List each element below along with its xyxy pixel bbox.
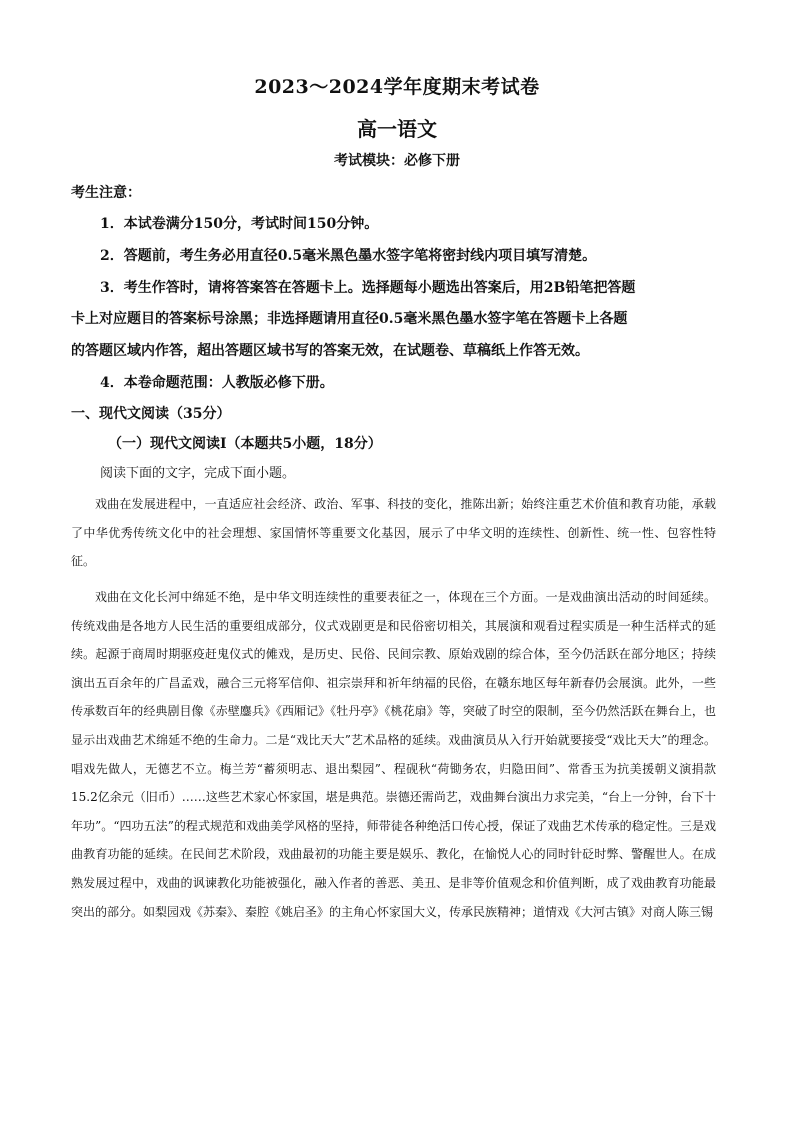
exam-title: 2023～2024学年度期末考试卷 — [254, 76, 540, 98]
notice-item-continued: 的答题区域内作答，超出答题区域书写的答案无效，在试题卷、草稿纸上作答无效。 — [71, 343, 589, 359]
exam-module: 考试模块：必修下册 — [334, 153, 460, 169]
notice-heading: 考生注意： — [71, 185, 141, 201]
notice-item-continued: 卡上对应题目的答案标号涂黑；非选择题请用直径0.5毫米黑色墨水签字笔在答题卡上各题 — [71, 311, 628, 327]
reading-instruction: 阅读下面的文字，完成下面小题。 — [100, 466, 296, 481]
notice-item: 1．本试卷满分150分，考试时间150分钟。 — [100, 216, 379, 232]
notice-item: 3．考生作答时，请将答案答在答题卡上。选择题每小题选出答案后，用2B铅笔把答题 — [100, 280, 636, 296]
passage-paragraph: 戏曲在发展进程中，一直适应社会经济、政治、军事、科技的变化，推陈出新；始终注重艺术价值和教育功能，承载了中华优秀传统文化中的社会理想、家国情怀等重要文化基因，展示了中华文明的连续性、创新性、统一性、包容性特征。 — [71, 497, 716, 569]
passage-paragraph: 戏曲在文化长河中绵延不绝，是中华文明连续性的重要表征之一，体现在三个方面。一是戏曲演出活动的时间延续。传统戏曲是各地方人民生活的重要组成部分，仪式戏剧更是和民俗密切相关，其展演和观看过程实质是一种生活样式的延续。起源于商周时期驱疫赶鬼仪式的傩戏，是历史、民俗、民间宗教、原始戏剧的综合体，至今仍活跃在部分地区；持续演出五百余年的广昌孟戏，融合三元将军信仰、祖宗崇拜和祈年纳福的民俗，在赣东地区每年新春仍会展演。此外，一些传承数百年的经典剧目像《赤壁鏖兵》《西厢记》《牡丹亭》《桃花扇》等，突破了时空的限制，至今仍然活跃在舞台上，也显示出戏曲艺术绵延不绝的生命力。二是“戏比天大”艺术品格的延续。戏曲演员从入行开始就要接受“戏比天大”的理念。唱戏先做人，无德艺不立。梅兰芳“蓄须明志、退出梨园”、程砚秋“荷锄务农，归隐田间”、常香玉为抗美援朝义演捐款15.2亿余元（旧币）……这些艺术家心怀家国，堪是典范。崇德还需尚艺，戏曲舞台演出力求完美，“台上一分钟，台下十年功”。“四功五法”的程式规范和戏曲美学风格的坚持，师带徒各种绝活口传心授，保证了戏曲艺术传承的稳定性。三是戏曲教育功能的延续。在民间艺术阶段，戏曲最初的功能主要是娱乐、教化，在愉悦人心的同时针砭时弊、警醒世人。在成熟发展过程中，戏曲的讽谏教化功能被强化，融入作者的善恶、美丑、是非等价值观念和价值判断，成了戏曲教育功能最突出的部分。如梨园戏《苏秦》、秦腔《姚启圣》的主角心怀家国大义，传承民族精神；道情戏《大河古镇》对商人陈三锡 — [71, 590, 716, 919]
section-heading: 一、现代文阅读（35分） — [71, 406, 231, 422]
section-subheading: （一）现代文阅读Ⅰ（本题共5小题，18分） — [108, 436, 382, 452]
subject-title: 高一语文 — [357, 117, 437, 141]
notice-item: 4．本卷命题范围：人教版必修下册。 — [100, 375, 334, 391]
notice-item: 2．答题前，考生务必用直径0.5毫米黑色墨水签字笔将密封线内项目填写清楚。 — [100, 248, 597, 264]
